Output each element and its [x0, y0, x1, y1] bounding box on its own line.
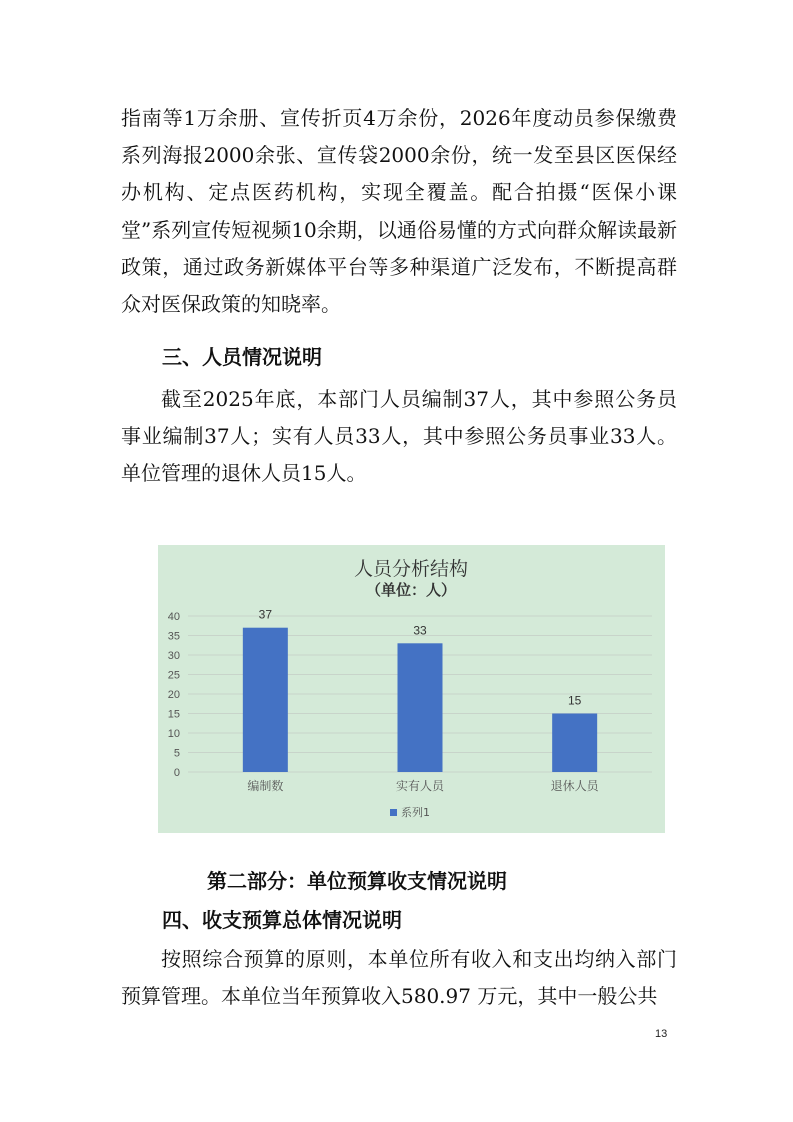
page-number: 13: [655, 1028, 668, 1040]
paragraph-budget: 按照综合预算的原则，本单位所有收入和支出均纳入部门预算管理。本单位当年预算收入580.97 万元，其中一般公共: [121, 947, 677, 1009]
legend-label: 系列1: [401, 806, 430, 819]
y-tick-label: 20: [167, 689, 180, 701]
heading-personnel: 三、人员情况说明: [162, 345, 322, 369]
paragraph-publicity: 指南等1万余册、宣传折页4万余份，2026年度动员参保缴费系列海报2000余张、宣传袋2000余份，统一发至县区医保经办机构、定点医药机构，实现全覆盖。配合拍摄“医保小课堂”系列宣传短视频10余期，以通俗易懂的方式向群众解读最新政策，通过政务新媒体平台等多种渠道广泛发布，不断提高群众对医保政策的知晓率。: [121, 106, 677, 317]
legend-swatch: [390, 809, 397, 816]
bar: [552, 714, 597, 773]
y-tick-label: 35: [167, 630, 180, 643]
data-label: 15: [567, 693, 582, 708]
x-tick-label: 编制数: [247, 779, 284, 793]
y-tick-label: 25: [167, 669, 180, 682]
y-tick-label: 10: [167, 728, 180, 740]
y-tick-label: 15: [167, 708, 180, 721]
part-two-title: 第二部分：单位预算收支情况说明: [207, 869, 507, 893]
chart-subtitle: （单位：人）: [365, 581, 457, 599]
personnel-chart: [158, 545, 665, 833]
bar: [243, 628, 288, 772]
y-tick-label: 30: [167, 650, 180, 662]
bar: [398, 643, 443, 772]
y-tick-label: 5: [173, 747, 180, 760]
data-label: 37: [258, 607, 273, 622]
y-tick-label: 0: [173, 767, 180, 779]
chart-canvas: [158, 545, 665, 833]
chart-title: 人员分析结构: [353, 558, 469, 580]
x-tick-label: 退休人员: [550, 779, 599, 793]
paragraph-personnel: 截至2025年底，本部门人员编制37人，其中参照公务员事业编制37人；实有人员33人，其中参照公务员事业33人。单位管理的退休人员15人。: [121, 387, 677, 486]
data-label: 33: [413, 623, 427, 638]
y-tick-label: 40: [167, 611, 180, 623]
heading-budget: 四、收支预算总体情况说明: [162, 908, 402, 932]
x-tick-label: 实有人员: [395, 779, 445, 793]
